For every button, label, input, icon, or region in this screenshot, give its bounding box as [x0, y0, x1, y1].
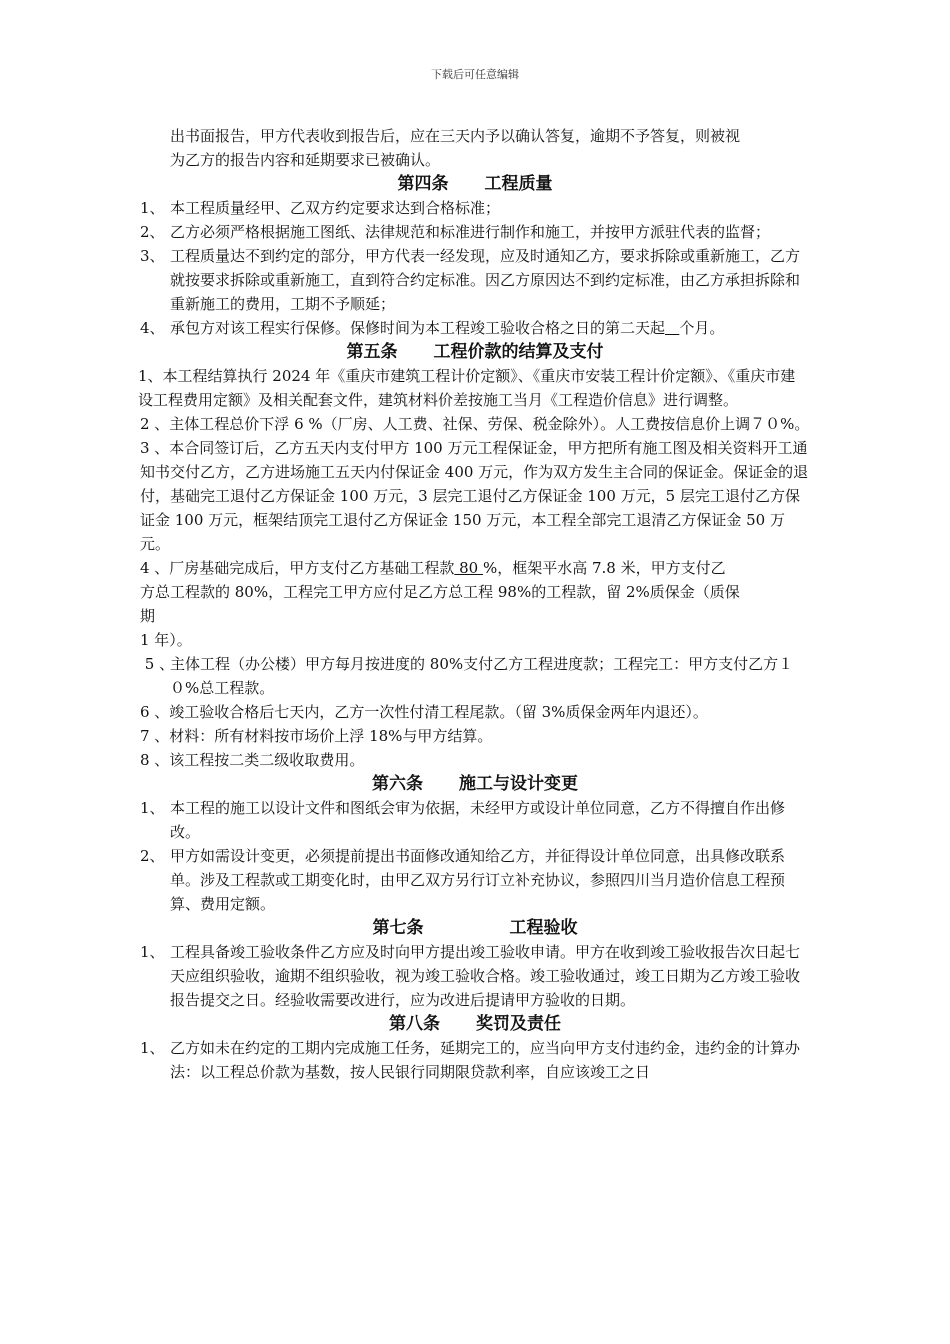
paragraph: 8 、该工程按二类二级收取费用。 [140, 751, 365, 769]
article-title: 奖罚及责任 [476, 1014, 561, 1034]
item-number: 1、 [140, 799, 165, 817]
intro-line: 出书面报告，甲方代表收到报告后，应在三天内予以确认答复，逾期不予答复，则被视 [170, 127, 741, 145]
intro-paragraph [140, 124, 810, 172]
intro-line: 为乙方的报告内容和延期要求已被确认。 [170, 151, 441, 169]
paragraph: 6 、竣工验收合格后七天内，乙方一次性付清工程尾款。（留 3%质保金两年内退还）。 [140, 703, 708, 721]
article-8-heading [140, 1012, 810, 1036]
article-title: 施工与设计变更 [459, 774, 578, 794]
list-item [140, 796, 810, 844]
paragraph: 3 、本合同签订后，乙方五天内支付甲方 100 万元工程保证金，甲方把所有施工图及相关资料开工通知书交付乙方，乙方进场施工五天内付保证金 400 万元，作为双方发生主合同的保证金。保证金的退付，基础完工退付乙方保证金 100 万元，3 层完工退付乙方保证金 100 万元，5 层完工退付乙方保证金 100 万元，框架结顶完工退付乙方保证金 150 万元，本工程全部完工退清乙方保证金 50 万元。 [140, 439, 809, 553]
item-number: 3、 [140, 247, 165, 265]
item-text: 乙方如未在约定的工期内完成施工任务，延期完工的，应当向甲方支付违约金，违约金的计算办法：以工程总价款为基数，按人民银行同期限贷款利率，自应该竣工之日 [170, 1039, 801, 1081]
item-text: 工程具备竣工验收条件乙方应及时向甲方提出竣工验收申请。甲方在收到竣工验收报告次日起七天应组织验收，逾期不组织验收，视为竣工验收合格。竣工验收通过，竣工日期为乙方竣工验收报告提交之日。经验收需要改进行，应为改进后提请甲方验收的日期。 [170, 943, 801, 1009]
article-number: 第七条 [372, 918, 424, 938]
article-number: 第五条 [346, 342, 398, 362]
article-number: 第四条 [397, 174, 449, 194]
item-number: 4、 [140, 319, 165, 337]
item-text: 工程质量达不到约定的部分，甲方代表一经发现，应及时通知乙方，要求拆除或重新施工，乙方就按要求拆除或重新施工，直到符合约定标准。因乙方原因达不到约定标准，由乙方承担拆除和重新施工的费用，工期不予顺延； [170, 247, 801, 313]
page-header: 下载后可任意编辑 [431, 68, 519, 81]
list-item [140, 196, 810, 220]
paragraph: 1、本工程结算执行 2024 年《重庆市建筑工程计价定额》、《重庆市安装工程计价定额》、《重庆市建设工程费用定额》及相关配套文件，建筑材料价差按施工当月《工程造价信息》进行调整。 [138, 367, 796, 409]
article-title: 工程质量 [484, 174, 553, 194]
paragraph: 7 、材料：所有材料按市场价上浮 18%与甲方结算。 [140, 727, 493, 745]
paragraph-line: 期 [140, 607, 156, 625]
article-6-heading [140, 772, 810, 796]
paragraph-line: 1 年）。 [140, 631, 192, 649]
document-body [140, 124, 810, 1084]
item-text: 甲方如需设计变更，必须提前提出书面修改通知给乙方，并征得设计单位同意，出具修改联系单。涉及工程款或工期变化时，由甲乙双方另行订立补充协议，参照四川当月造价信息工程预算、费用定额。 [170, 847, 786, 913]
item-text: 承包方对该工程实行保修。保修时间为本工程竣工验收合格之日的第二天起 [170, 319, 666, 337]
item-number: 1、 [140, 199, 165, 217]
list-item [140, 940, 810, 1012]
item-text: 乙方必须严格根据施工图纸、法律规范和标准进行制作和施工，并按甲方派驻代表的监督； [170, 223, 771, 241]
article-title: 工程验收 [509, 918, 578, 938]
blank-field [665, 319, 679, 337]
article-4-heading [140, 172, 810, 196]
article-number: 第六条 [372, 774, 423, 794]
list-item [140, 652, 810, 700]
article-title: 工程价款的结算及支付 [433, 342, 604, 362]
list-item [140, 844, 810, 916]
item-text: 主体工程（办公楼）甲方每月按进度的 80%支付乙方工程进度款；工程完工：甲方支付乙方１０%总工程款。 [170, 655, 794, 697]
list-item [140, 220, 810, 244]
article-5-heading [140, 340, 810, 364]
item-number: 1、 [140, 943, 165, 961]
article-7-heading [140, 916, 810, 940]
paragraph: 2 、主体工程总价下浮 6 %（厂房、人工费、社保、劳保、税金除外）。人工费按信息价上调７０%。 [140, 415, 810, 433]
item-text: 本工程的施工以设计文件和图纸会审为依据，未经甲方或设计单位同意，乙方不得擅自作出修改。 [170, 799, 786, 841]
item-number: 1、 [140, 1039, 165, 1057]
article-number: 第八条 [389, 1014, 440, 1034]
item-number: 2、 [140, 223, 165, 241]
paragraph-text: %，框架平水高 7.8 米，甲方支付乙 [482, 559, 726, 577]
underlined-value: 80 [454, 559, 483, 577]
paragraph-text: 4 、厂房基础完成后，甲方支付乙方基础工程款 [140, 559, 455, 577]
paragraph-line: 方总工程款的 80%，工程完工甲方应付足乙方总工程 98%的工程款，留 2%质保金（质保 [140, 583, 740, 601]
item-text: 个月。 [679, 319, 725, 337]
list-item [140, 1036, 810, 1084]
item-number: 5 、 [140, 655, 175, 673]
item-text: 本工程质量经甲、乙双方约定要求达到合格标准； [170, 199, 501, 217]
item-number: 2、 [140, 847, 165, 865]
list-item [140, 244, 810, 316]
list-item [140, 316, 810, 340]
paragraph [140, 556, 810, 580]
